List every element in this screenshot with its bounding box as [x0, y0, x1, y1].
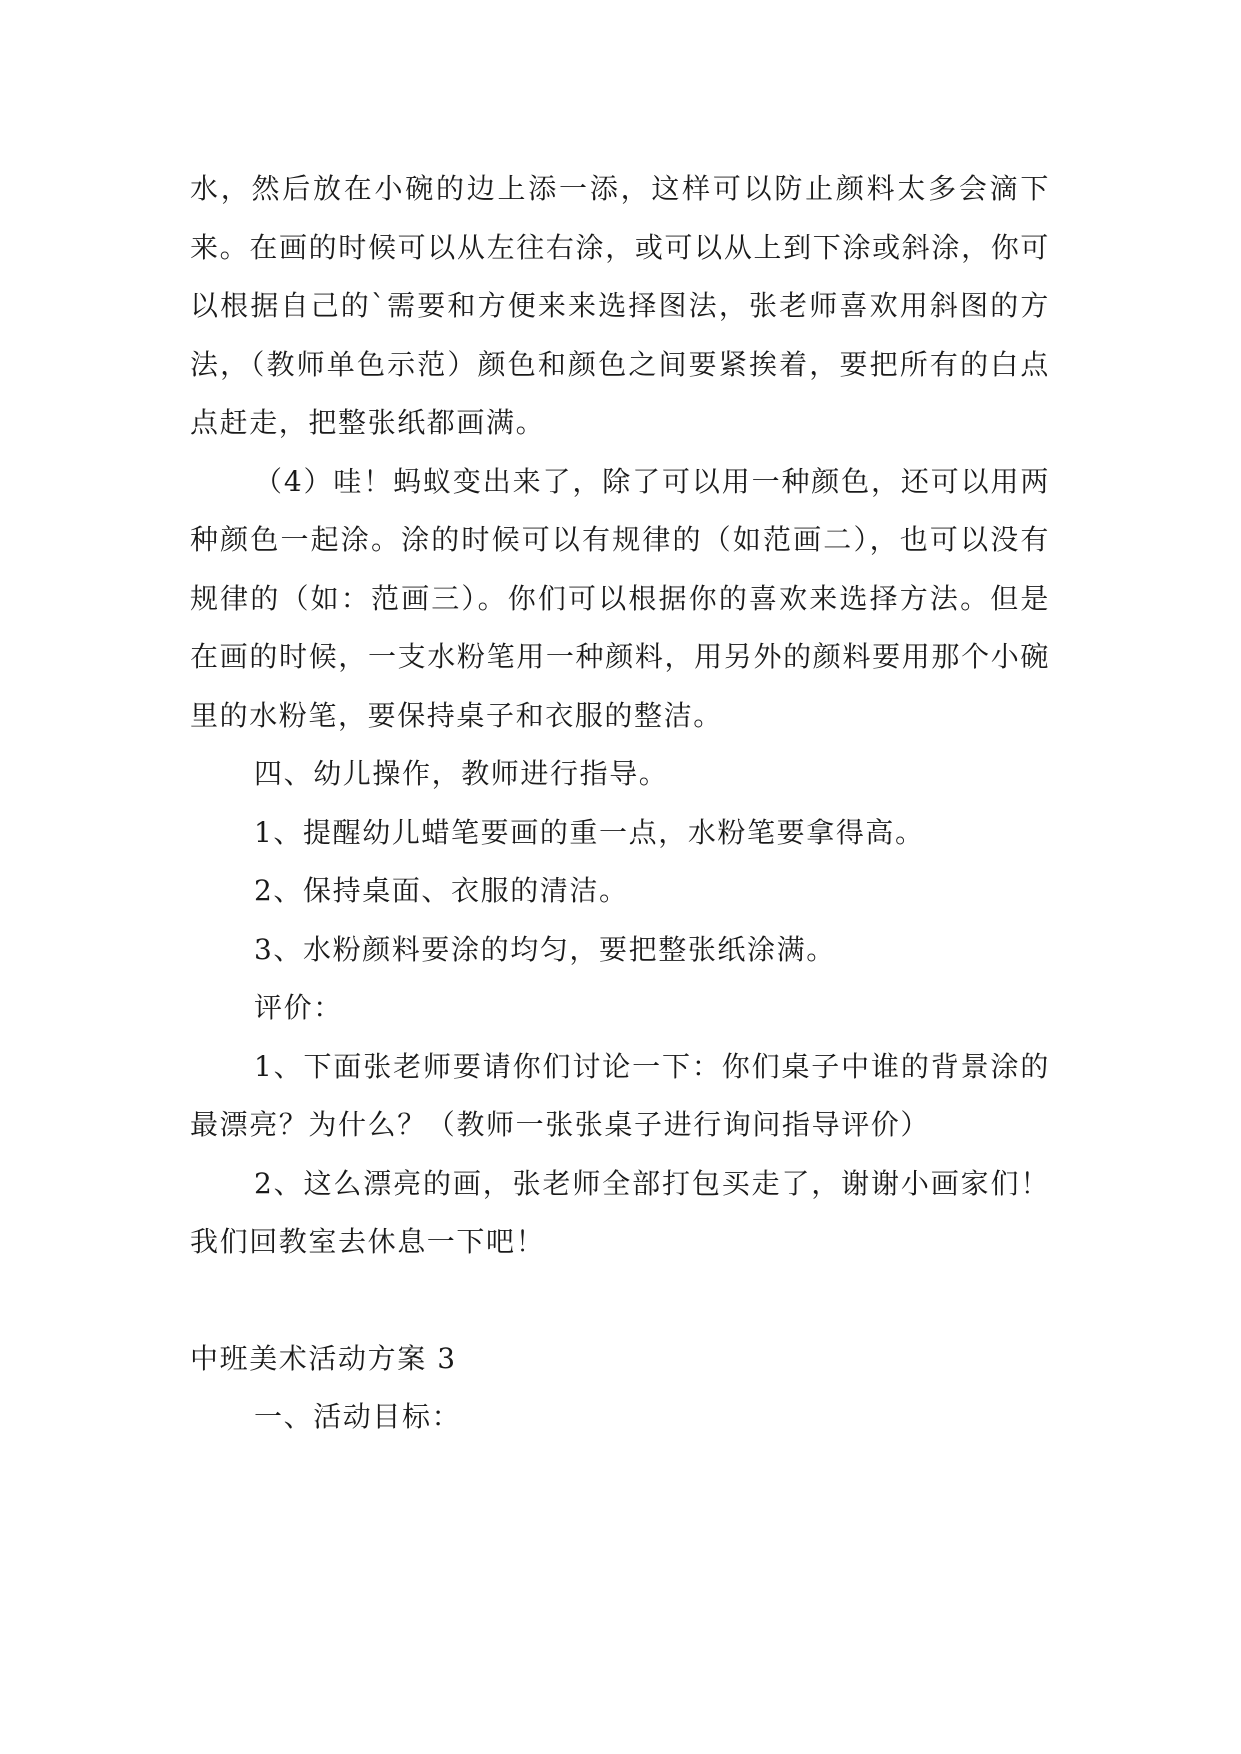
evaluation-heading: 评价：	[254, 991, 343, 1024]
section-spacer	[190, 1272, 1050, 1330]
list-item-2: 2、保持桌面、衣服的清洁。	[254, 874, 629, 907]
section-title: 中班美术活动方案 3	[190, 1341, 457, 1375]
evaluation-item-2: 2、这么漂亮的画，张老师全部打包买走了，谢谢小画家们！我们回教室去休息一下吧！	[190, 1166, 1050, 1258]
heading-step-four: 四、幼儿操作，教师进行指导。	[254, 757, 669, 790]
list-item-1: 1、提醒幼儿蜡笔要画的重一点，水粉笔要拿得高。	[254, 815, 925, 849]
list-item-3: 3、水粉颜料要涂的均匀，要把整张纸涂满。	[254, 932, 836, 966]
paragraph-continuation: 水，然后放在小碗的边上添一添，这样可以防止颜料太多会滴下来。在画的时候可以从左往右涂，或可以从上到下涂或斜涂，你可以根据自己的`需要和方便来来选择图法，张老师喜欢用斜图的方法，（教师单色示范）颜色和颜色之间要紧挨着，要把所有的白点点赶走，把整张纸都画满。	[190, 172, 1050, 439]
section-first-item: 一、活动目标：	[254, 1400, 462, 1433]
document-body	[190, 160, 1050, 1447]
paragraph-step-4: （4）哇！蚂蚁变出来了，除了可以用一种颜色，还可以用两种颜色一起涂。涂的时候可以有规律的（如范画二），也可以没有规律的（如：范画三）。你们可以根据你的喜欢来选择方法。但是在画的时候，一支水粉笔用一种颜料，用另外的颜料要用那个小碗里的水粉笔，要保持桌子和衣服的整洁。	[190, 464, 1050, 732]
evaluation-item-1: 1、下面张老师要请你们讨论一下：你们桌子中谁的背景涂的最漂亮？为什么？（教师一张张桌子进行询问指导评价）	[190, 1049, 1050, 1141]
